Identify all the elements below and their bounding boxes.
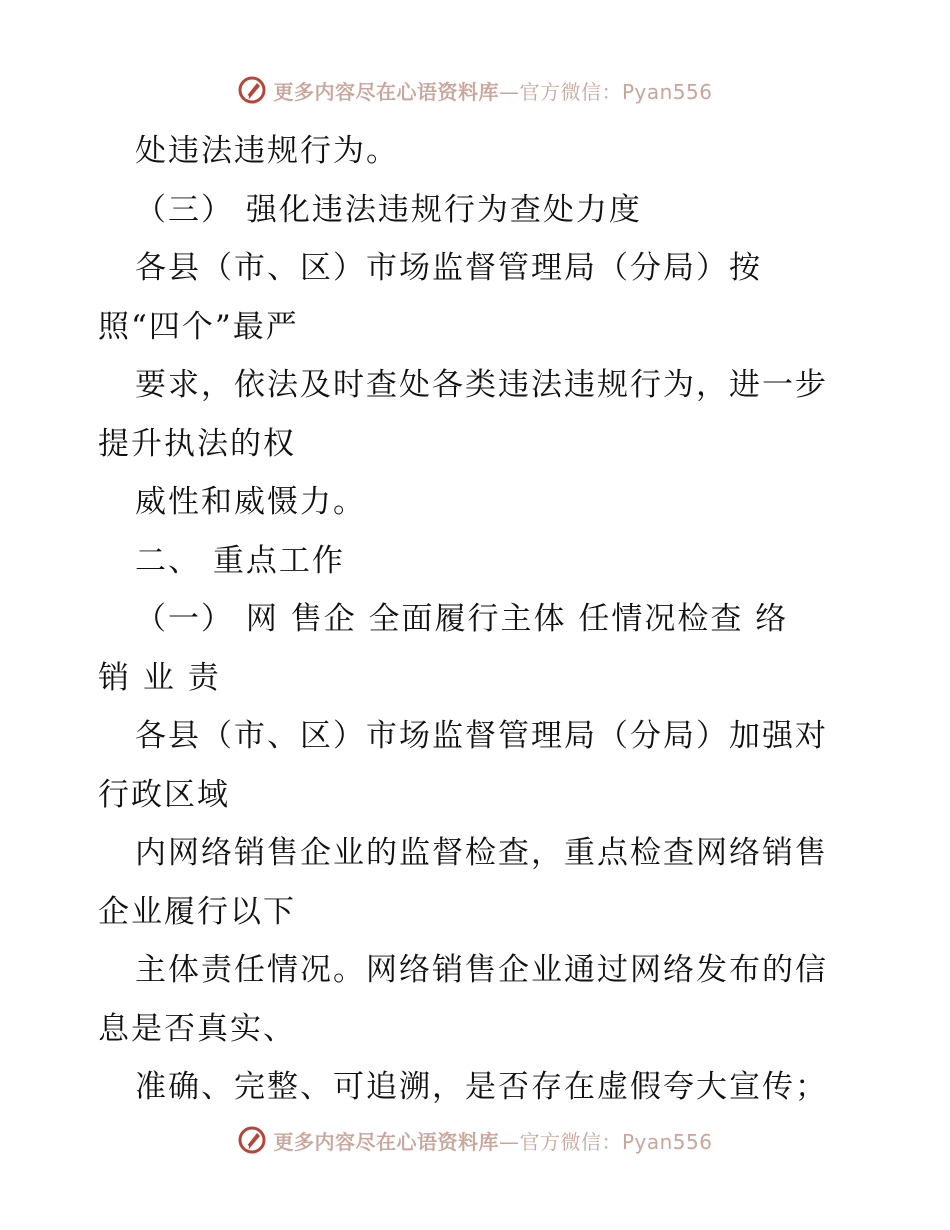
- red-pen-logo-icon: [237, 1125, 267, 1155]
- footer-watermark: [0, 1120, 950, 1160]
- red-pen-logo-icon: [237, 75, 267, 105]
- subsection-heading: （一） 网 售企 全面履行主体 任情况检查 络: [135, 601, 789, 637]
- section-heading: 二、 重点工作: [135, 542, 345, 579]
- section-heading: （三） 强化违法违规行为查处力度: [135, 191, 642, 228]
- subsection-heading-continuation: 销 业 责: [98, 659, 221, 696]
- text-line: 息是否真实、: [98, 1010, 296, 1047]
- text-line: 主体责任情况。网络销售企业通过网络发布的信: [135, 952, 828, 988]
- text-line: 处违法违规行为。: [135, 133, 399, 169]
- text-line: 照“四个”最严: [98, 308, 299, 345]
- watermark-text: 更多内容尽在心语资料库: [273, 79, 499, 104]
- text-line: 要求，依法及时查处各类违法违规行为，进一步: [135, 367, 828, 403]
- text-line: 内网络销售企业的监督检查，重点检查网络销售: [135, 835, 828, 871]
- text-line: 威性和威慑力。: [135, 484, 366, 520]
- header-watermark: [0, 70, 950, 110]
- text-line: 各县（市、区）市场监督管理局（分局）按: [135, 250, 762, 286]
- text-line: 准确、完整、可追溯，是否存在虚假夸大宣传；: [135, 1069, 828, 1105]
- watermark-text: 更多内容尽在心语资料库: [273, 1129, 499, 1154]
- watermark-contact: —官方微信：Pyan556: [498, 1129, 713, 1154]
- text-line: 企业履行以下: [98, 893, 296, 930]
- watermark-contact: —官方微信：Pyan556: [498, 79, 713, 104]
- document-body: [98, 122, 858, 1117]
- text-line: 提升执法的权: [98, 425, 296, 462]
- text-line: 行政区域: [98, 776, 230, 813]
- text-line: 各县（市、区）市场监督管理局（分局）加强对: [135, 718, 828, 754]
